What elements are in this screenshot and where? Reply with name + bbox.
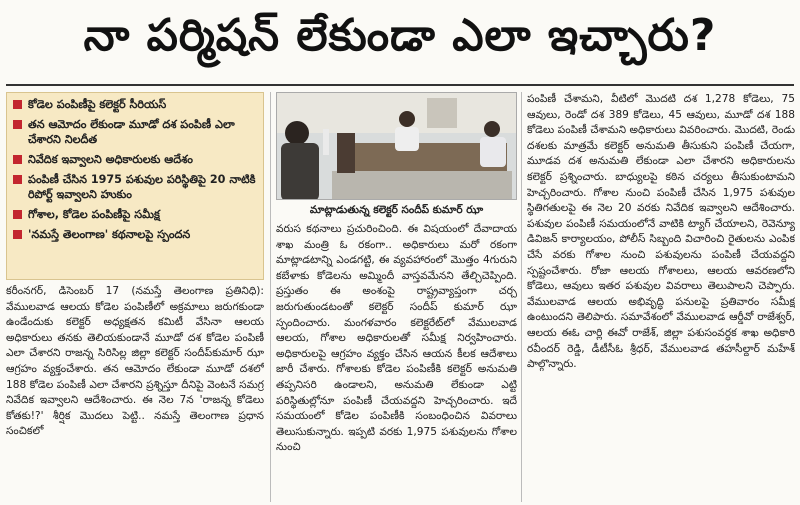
column-divider	[521, 92, 522, 502]
highlight-item	[13, 227, 257, 242]
highlight-text: కోడెల పంపిణీపై కలెక్టర్ సీరియస్	[28, 98, 167, 111]
bullet-square-icon	[13, 155, 22, 164]
highlight-text: 'నమస్తే తెలంగాణ' కథనాలపై స్పందన	[28, 228, 191, 241]
highlight-text: తన ఆమోదం లేకుండా మూడో దశ పంపిణీ ఎలా చేశారని నిలదీత	[28, 118, 235, 146]
highlight-item	[13, 172, 257, 202]
photo-caption: మాట్లాడుతున్న కలెక్టర్ సందీప్ కుమార్ ఝా	[309, 204, 484, 216]
meeting-photo-illustration	[277, 93, 517, 200]
article-column-1: కరీంనగర్, డిసెంబర్ 17 (నమస్తే తెలంగాణ ప్రతినిధి): వేములవాడ ఆలయ కోడెల పంపిణీలో అక్రమాలు జరుగకుండా ఉండేందుకు కలెక్టర్ అధ్యక్షతన కమిటీ వేసినా ఆలయ అధికారులు తనకు తెలియకుండానే మూడో దశ కోడెల పంపిణీ ఎలా చేశారని రాజన్న సిరిసిల్ల జిల్లా కలెక్టర్ సందీప్‌కుమార్ ఝా ఆగ్రహం వ్యక్తంచేశారు. తన ఆమోదం లేకుండా మూడో దశలో 188 కోడెల పంపిణీ ఎలా చేశారని ప్రశ్నిస్తూ దీనిపై వెంటనే సమగ్ర నివేదిక ఇవ్వాలని ఆదేశించారు. ఈ నెల 7న 'రాజన్న కోడెలు కోతకు!?' శీర్షిక మొదలు పెట్టి.. నమస్తే తెలంగాణ ప్రధాన సంచికలో	[6, 285, 264, 438]
article-column-3: పంపిణీ చేశామని, వీటిలో మొదటి దశ 1,278 కోడెలు, 75 ఆవులు, రెండో దశ 389 కోడెలు, 45 ఆవులు, మూడో దశ 188 కోడెలు పంపిణీ చేశామని అధికారులు వివరించారు. మొదటి, రెండు దశలకు మాత్రమే కలెక్టర్ అనుమతి తీసుకుని పంపిణీ చేయగా, మూడవ దశ అనుమతి లేకుండా ఎలా చేశారని అధికారులను కలెక్టర్ ప్రశ్నించారు. బాధ్యులపై కఠిన చర్యలు తీసుకుంటామని హెచ్చరించారు. గోశాల నుంచి పంపిణీ చేసిన 1,975 పశువుల స్థితిగతులపై ఈ నెల 20 వరకు నివేదిక ఇవ్వాలని ఆదేశించారు. పశువుల పంపిణీ సమయంలోనే వాటికి ట్యాగ్ చేయాలని, రెవెన్యూ డివిజన్ కార్యాలయం, పోలీస్ సిబ్బంది విచారించి రైతులను ఎంపిక చేసే వరకు గోశాల నుంచి పశువులను పంపిణీ చేయవద్దని స్పష్టంచేశారు. రోజా ఆలయ గోశాలలు, ఆలయ ఆవరణలోని కోడెలు, ఆవులు ఇతర పశువుల వివరాలు తెలుపాలని చెప్పారు. వేములవాడ ఆలయ అభివృద్ధి పనులపై ప్రతివారం సమీక్ష ఉంటుందని తెలిపారు. సమావేశంలో వేములవాడ ఆర్డీవో రాజేశ్వర్, ఆలయ ఈఓ చార్లి ఈవో రాజేశ్, జిల్లా పశుసంవర్ధక శాఖ అధికారి రవీందర్ రెడ్డి, డీటీసీఓ శ్రీధర్, వేములవాడ తహసీల్దార్ మహేశ్ పాల్గొన్నారు.	[527, 93, 795, 371]
bullet-square-icon	[13, 210, 22, 219]
bullet-square-icon	[13, 175, 22, 184]
article-column-2: వరుస కథనాలు ప్రచురించింది. ఈ విషయంలో దేవాదాయ శాఖ మంత్రి ఓ రకంగా.. అధికారులు మరో రకంగా మాట్లాడటాన్ని ఎండగట్టి, ఈ వ్యవహారంలో మొత్తం 4గురుని కబేళాకు కోడెలను అమ్మిందీ వాస్తవమేనని తేల్చిచెప్పింది. ప్రస్తుతం ఈ అంశంపై రాష్ట్రవ్యాప్తంగా చర్చ జరుగుతుండటంతో కలెక్టర్ సందీప్ కుమార్ ఝా స్పందించారు. మంగళవారం కలెక్టరేట్‌లో వేములవాడ ఆలయ, గోశాల అధికారులతో సమీక్ష నిర్వహించారు. అధికారులపై ఆగ్రహం వ్యక్తం చేసిన ఆయన కీలక ఆదేశాలు జారీ చేశారు. గోశాలకు కోడెల పంపిణీకి కలెక్టర్ అనుమతి తప్పనిసరి ఉండాలని, అనుమతి లేకుండా ఎట్టి పరిస్థితుల్లోనూ పంపిణీ చేయవద్దని హెచ్చరించారు. ఇదే సమయంలో కోడెల పంపిణీకి సంబంధించిన వివరాలు తెలుసుకున్నారు. ఇప్పటి వరకు 1,975 పశువులను గోశాల నుంచి	[276, 223, 517, 454]
highlight-item	[13, 117, 257, 147]
column-divider	[270, 92, 271, 502]
bullet-square-icon	[13, 230, 22, 239]
bullet-square-icon	[13, 100, 22, 109]
bullet-square-icon	[13, 120, 22, 129]
highlight-item	[13, 207, 257, 222]
highlight-text: గోశాల, కోడెల పంపిణీపై సమీక్ష	[28, 208, 160, 221]
highlight-item	[13, 97, 257, 112]
news-photo	[276, 92, 517, 200]
highlight-item	[13, 152, 257, 167]
highlights-box	[6, 92, 264, 280]
headline-rule	[6, 84, 794, 86]
highlight-text: నివేదిక ఇవ్వాలని అధికారులకు ఆదేశం	[28, 153, 193, 166]
highlight-text: పంపిణీ చేసిన 1975 పశువుల పరిస్థితిపై 20 నాటికి రిపోర్ట్ ఇవ్వాలని హుకుం	[28, 173, 256, 201]
headline: నా పర్మిషన్ లేకుండా ఎలా ఇచ్చారు?	[83, 10, 717, 61]
